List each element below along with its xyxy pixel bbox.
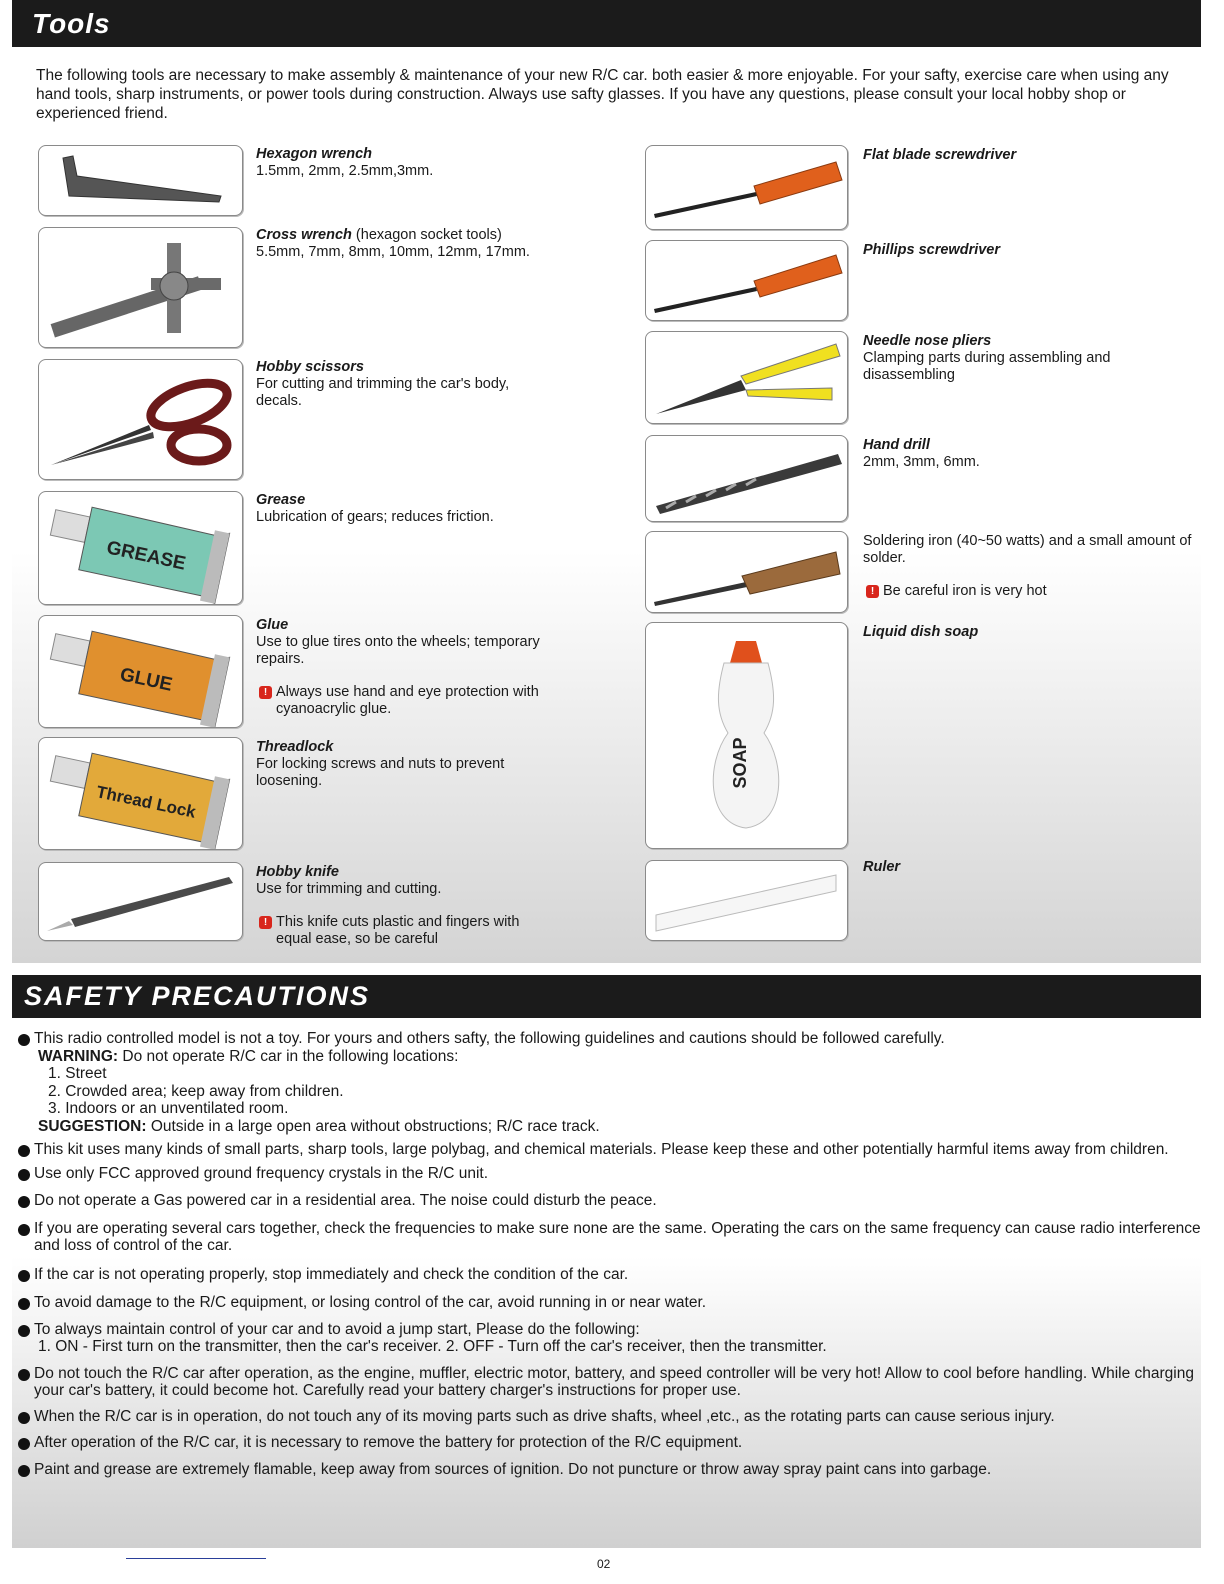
- hand-drill-desc: [863, 437, 1193, 471]
- glue-image: [38, 615, 243, 728]
- safety-item: To avoid damage to the R/C equipment, or losing control of the car, avoid running in or near water.: [18, 1294, 1203, 1312]
- glue-label: GLUE: [118, 664, 175, 696]
- warning-label: WARNING:: [38, 1047, 119, 1065]
- grease-text: Lubrication of gears; reduces friction.: [256, 509, 494, 525]
- safety-header: SAFETY PRECAUTIONS: [12, 975, 1201, 1018]
- safety-item: This radio controlled model is not a toy. For yours and others safty, the following guidelines and cautions should be followed carefully.: [18, 1030, 1203, 1048]
- hexagon-wrench-text: 1.5mm, 2mm, 2.5mm,3mm.: [256, 163, 434, 179]
- liquid-dish-soap-image: [645, 622, 848, 849]
- needle-nose-pliers-image: [645, 331, 848, 424]
- footer-rule: [126, 1558, 266, 1559]
- safety-item: Use only FCC approved ground frequency crystals in the R/C unit.: [18, 1165, 1203, 1183]
- phillips-screwdriver-image: [645, 240, 848, 321]
- safety-item: This kit uses many kinds of small parts, sharp tools, large polybag, and chemical materials. Please keep these and other potentially harmful items away from children.: [18, 1141, 1203, 1159]
- hobby-knife-title: Hobby knife: [256, 864, 339, 880]
- needle-nose-pliers-title: Needle nose pliers: [863, 333, 992, 349]
- warning-icon: !: [866, 585, 879, 598]
- soldering-iron-image: [645, 531, 848, 613]
- threadlock-image: [38, 737, 243, 850]
- flat-screwdriver-desc: [863, 147, 1193, 164]
- warning-icon: !: [259, 916, 272, 929]
- location-item: 2. Crowded area; keep away from children.: [48, 1082, 344, 1100]
- phillips-screwdriver-desc: [863, 242, 1193, 259]
- safety-item: If the car is not operating properly, stop immediately and check the condition of the car.: [18, 1266, 1203, 1284]
- hand-drill-text: 2mm, 3mm, 6mm.: [863, 454, 980, 470]
- soldering-iron-text: Soldering iron (40~50 watts) and a small amount of solder.: [863, 533, 1192, 566]
- soap-label: SOAP: [730, 737, 750, 789]
- cross-wrench-title-extra: (hexagon socket tools): [351, 227, 502, 243]
- warning-text: Do not operate R/C car in the following locations:: [118, 1047, 459, 1065]
- cross-wrench-text: 5.5mm, 7mm, 8mm, 10mm, 12mm, 17mm.: [256, 244, 530, 260]
- hexagon-wrench-image: [38, 145, 243, 216]
- soldering-iron-desc: [863, 533, 1193, 600]
- tools-header: Tools: [12, 0, 1201, 47]
- cross-wrench-image: [38, 227, 243, 348]
- safety-item: To always maintain control of your car and to avoid a jump start, Please do the following:: [18, 1321, 1203, 1339]
- flat-screwdriver-image: [645, 145, 848, 230]
- knife-warning: [256, 914, 556, 948]
- needle-nose-pliers-text: Clamping parts during assembling and disassembling: [863, 350, 1111, 383]
- liquid-dish-soap-title: Liquid dish soap: [863, 624, 979, 640]
- soldering-warning-text: Be careful iron is very hot: [883, 583, 1047, 599]
- hobby-scissors-title: Hobby scissors: [256, 359, 364, 375]
- cross-wrench-title: Cross wrench: [256, 227, 352, 243]
- hobby-scissors-image: [38, 359, 243, 480]
- glue-text: Use to glue tires onto the wheels; temporary repairs.: [256, 634, 540, 667]
- grease-title: Grease: [256, 492, 306, 508]
- hand-drill-title: Hand drill: [863, 437, 930, 453]
- safety-list: [18, 1030, 1203, 1478]
- flat-screwdriver-title: Flat blade screwdriver: [863, 147, 1017, 163]
- safety-item: When the R/C car is in operation, do not touch any of its moving parts such as drive shafts, wheel ,etc., as the rotating parts can cause serious injury.: [18, 1408, 1203, 1426]
- glue-desc: [256, 617, 556, 718]
- grease-desc: [256, 492, 556, 526]
- glue-title: Glue: [256, 617, 289, 633]
- suggestion-text: Outside in a large open area without obstructions; R/C race track.: [146, 1117, 600, 1135]
- suggestion-line: [18, 1118, 1203, 1136]
- knife-warning-text: This knife cuts plastic and fingers with equal ease, so be careful: [276, 914, 520, 947]
- safety-item: If you are operating several cars together, check the frequencies to make sure none are the same. Operating the cars on the same frequency can cause radio interference and loss of control of the car.: [18, 1220, 1203, 1255]
- safety-item: After operation of the R/C car, it is necessary to remove the battery for protection of the R/C equipment.: [18, 1434, 1203, 1452]
- warning-line: [18, 1048, 1203, 1066]
- hobby-knife-desc: [256, 864, 556, 948]
- cross-wrench-desc: [256, 227, 556, 261]
- threadlock-desc: [256, 739, 556, 790]
- hexagon-wrench-desc: [256, 146, 556, 180]
- grease-image: [38, 491, 243, 605]
- hobby-knife-text: Use for trimming and cutting.: [256, 881, 442, 897]
- location-item: 3. Indoors or an unventilated room.: [48, 1100, 289, 1117]
- ruler-desc: [863, 859, 1193, 876]
- hobby-knife-image: [38, 862, 243, 941]
- warning-icon: !: [259, 686, 272, 699]
- soldering-warning: [863, 583, 1193, 600]
- hexagon-wrench-title: Hexagon wrench: [256, 146, 373, 162]
- hobby-scissors-desc: [256, 359, 556, 410]
- hand-drill-image: [645, 435, 848, 522]
- threadlock-text: For locking screws and nuts to prevent loosening.: [256, 756, 505, 789]
- on-off-steps: 1. ON - First turn on the transmitter, then the car's receiver. 2. OFF - Turn off the car's receiver, then the transmitter.: [38, 1338, 827, 1355]
- intro-text: The following tools are necessary to make assembly & maintenance of your new R/C car. both easier & more enjoyable. For your safty, exercise care when using any hand tools, sharp instruments, or power tools during construction. Always use safty glasses. If you have any questions, please consult your local hobby shop or experienced friend.: [36, 67, 1169, 122]
- hobby-scissors-text: For cutting and trimming the car's body, decals.: [256, 376, 510, 409]
- liquid-dish-soap-desc: [863, 624, 1193, 641]
- threadlock-label: Thread Lock: [94, 782, 198, 822]
- phillips-screwdriver-title: Phillips screwdriver: [863, 242, 1001, 258]
- ruler-title: Ruler: [863, 859, 901, 875]
- threadlock-title: Threadlock: [256, 739, 334, 755]
- safety-item: Do not touch the R/C car after operation, as the engine, muffler, electric motor, battery, and speed controller will be very hot! Allow to cool before handling. While charging your car's battery, it could become hot. Carefully read your battery charger's instructions for proper use.: [18, 1365, 1203, 1400]
- location-item: 1. Street: [48, 1065, 107, 1082]
- page-number: 02: [597, 1557, 611, 1571]
- grease-label: GREASE: [104, 537, 188, 575]
- glue-warning: [256, 684, 556, 718]
- ruler-image: [645, 860, 848, 941]
- suggestion-label: SUGGESTION:: [38, 1117, 147, 1135]
- safety-item: Do not operate a Gas powered car in a residential area. The noise could disturb the peace.: [18, 1192, 1203, 1210]
- glue-warning-text: Always use hand and eye protection with cyanoacrylic glue.: [276, 684, 539, 717]
- needle-nose-pliers-desc: [863, 333, 1193, 384]
- safety-item: Paint and grease are extremely flamable, keep away from sources of ignition. Do not puncture or throw away spray paint cans into garbage.: [18, 1461, 1203, 1479]
